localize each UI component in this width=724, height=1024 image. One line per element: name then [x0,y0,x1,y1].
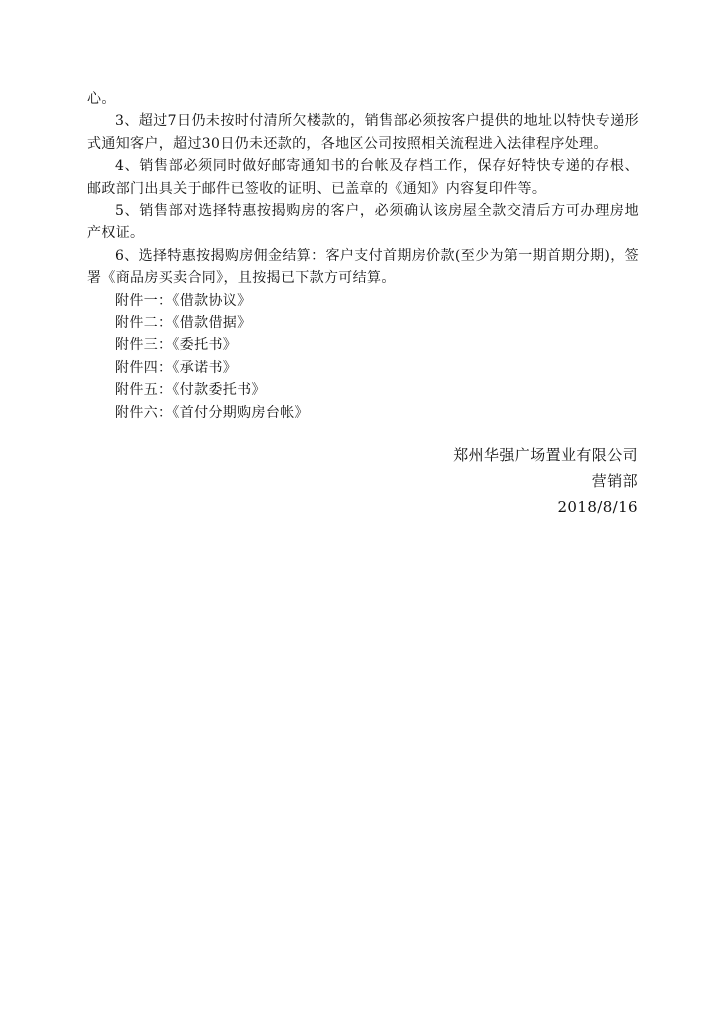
paragraph-item-6: 6、选择特惠按揭购房佣金结算：客户支付首期房价款(至少为第一期首期分期)，签署《商品房买卖合同》，且按揭已下款方可结算。 [87,247,639,287]
paragraph-item-4: 4、销售部必须同时做好邮寄通知书的台帐及存档工作，保存好特快专递的存根、邮政部门出具关于邮件已签收的证明、已盖章的《通知》内容复印件等。 [87,158,639,197]
attachment-item-6: 附件六：《首付分期购房台帐》 [115,404,309,421]
attachment-item-2: 附件二：《借款借据》 [115,315,252,332]
attachment-item-4: 附件四：《承诺书》 [115,359,238,376]
paragraph-item-5: 5、销售部对选择特惠按揭购房的客户，必须确认该房屋全款交清后方可办理房地产权证。 [87,203,639,242]
attachment-item-5: 附件五：《付款委托书》 [115,382,266,399]
attachment-list [87,290,639,424]
signature-block [453,442,638,520]
attachment-item-1: 附件一：《借款协议》 [115,292,252,309]
attachment-item-3: 附件三：《委托书》 [115,337,238,354]
signature-department: 营销部 [591,472,638,490]
paragraph-item-3: 3、超过7日仍未按时付清所欠楼款的，销售部必须按客户提供的地址以特快专递形式通知客户，超过30日仍未还款的，各地区公司按照相关流程进入法律程序处理。 [87,113,639,152]
document-body [87,88,639,424]
signature-date: 2018/8/16 [557,498,638,516]
paragraph-continuation: 心。 [87,91,116,107]
signature-company: 郑州华强广场置业有限公司 [453,446,638,464]
